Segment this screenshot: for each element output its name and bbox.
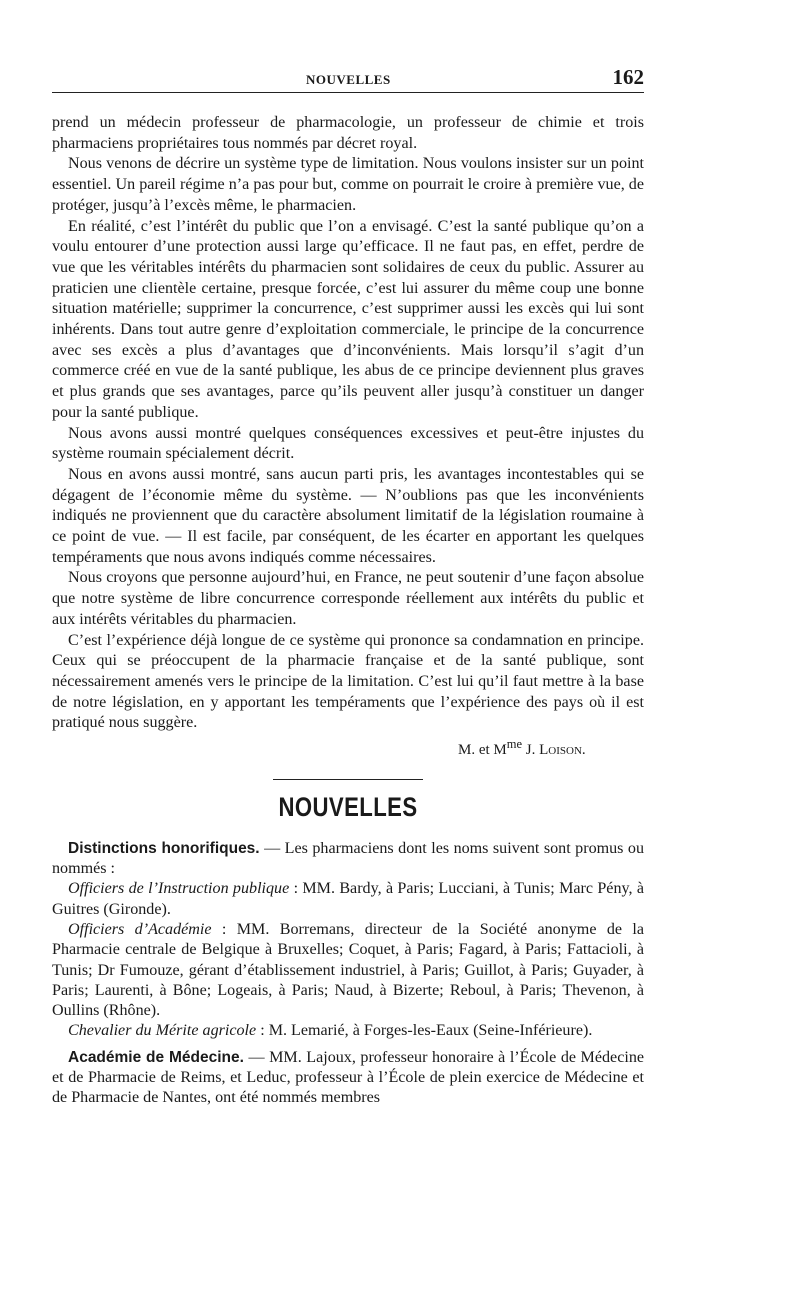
signature-name: J. Loison. — [525, 742, 586, 759]
agricole-label: Chevalier du Mérite agricole — [68, 1022, 257, 1040]
author-signature — [52, 734, 644, 761]
academie-medecine-entry — [52, 1048, 644, 1109]
instruction-entry — [52, 879, 644, 920]
paragraph: prend un médecin professeur de pharmacologie, un professeur de chimie et trois pharmaciens propriétaires tous nommés par décret royal. — [52, 114, 644, 152]
document-page — [52, 62, 644, 1109]
academie-medecine-text: — MM. Lajoux, professeur honoraire à l’École de Médecine et de Pharmacie de Reims, et Leduc, professeur à l’École de plein exercice de Médecine et de Pharmacie de Nantes, ont été nommés membres — [52, 1048, 645, 1107]
distinctions-intro: — Les pharmaciens dont les noms suivent sont promus ou nommés : — [52, 839, 645, 878]
paragraph: C’est l’expérience déjà longue de ce système qui prononce sa condamnation en principe. Ceux qui se préoccupent de la pharmacie française et de la santé publique, sont nécessairement amenés vers le principe de la limitation. C’est lui qu’il faut mettre à la base de notre législation, en y apportant les tempéraments que l’expérience des pays où il est pratiqué nous suggère. — [52, 631, 644, 732]
agricole-text: : M. Lemarié, à Forges-les-Eaux (Seine-Inférieure). — [256, 1022, 593, 1040]
instruction-text: : MM. Bardy, à Paris; Lucciani, à Tunis; Marc Pény, à Guitres (Gironde). — [52, 880, 644, 918]
academie-text: : MM. Borremans, directeur de la Société anonyme de la Pharmacie centrale de Belgique à Bruxelles; Coquet, à Paris; Fagard, à Paris; Fattacioli, à Tunis; Dr Fumouze, gérant d’établissement industriel, à Paris; Guillot, à Paris; Guyader, à Paris; Laurenti, à Bône; Logeais, à Paris; Naud, à Bizerte; Reboul, à Paris; Thevenon, à Oullins (Rhône). — [52, 920, 644, 1020]
academie-medecine-heading: Académie de Médecine. — [68, 1048, 244, 1066]
agricole-entry — [52, 1021, 644, 1041]
running-header — [52, 62, 644, 93]
academie-entry — [52, 920, 644, 1021]
paragraph: Nous venons de décrire un système type de limitation. Nous voulons insister sur un point essentiel. Un pareil régime n’a pas pour but, comme on pourrait le croire à première vue, de protéger, jusqu’à l’excès même, le pharmacien. — [52, 155, 644, 214]
distinctions-entry — [52, 839, 644, 880]
academie-label: Officiers d’Académie — [68, 920, 212, 938]
paragraph: En réalité, c’est l’intérêt du public que l’on a envisagé. C’est la santé publique qu’on a voulu entourer d’une protection aussi large qu’efficace. Il ne faut pas, en effet, perdre de vue que les véritables intérêts du pharmacien sont solidaires de ceux du public. Assurer au praticien une clientèle certaine, presque forcée, c’est lui assurer du même coup une bonne situation matérielle; supprimer la concurrence, c’est supprimer aussi les excès qui lui sont inhérents. Dans tout autre genre d’exploitation commerciale, le principe de la concurrence avec ses excès a plus d’avantages que d’inconvénients. Mais lorsqu’il s’agit d’un commerce créé en vue de la santé publique, les abus de ce principe deviennent plus graves et plus grands que ses avantages, parce qu’ils peuvent aller jusqu’à constituer un danger pour la santé publique. — [52, 217, 644, 421]
page-number: 162 — [612, 65, 644, 89]
distinctions-heading: Distinctions honorifiques. — [68, 839, 260, 857]
instruction-label: Officiers de l’Instruction publique — [68, 880, 290, 898]
paragraph: Nous croyons que personne aujourd’hui, en France, ne peut soutenir d’une façon absolue que notre système de libre concurrence corresponde réellement aux intérêts du public et aux intérêts véritables du pharmacien. — [52, 569, 644, 628]
running-title: NOUVELLES — [306, 72, 391, 87]
signature-superscript: me — [506, 737, 523, 752]
news-section — [52, 839, 644, 1109]
paragraph: Nous avons aussi montré quelques conséquences excessives et peut-être injustes du système roumain spécialement décrit. — [52, 424, 644, 463]
signature-prefix: M. et M — [458, 742, 507, 759]
section-title: NOUVELLES — [278, 791, 418, 822]
section-divider — [273, 779, 423, 780]
article-body — [52, 113, 644, 734]
paragraph: Nous en avons aussi montré, sans aucun parti pris, les avantages incontestables qui se dégagent de l’économie même du système. — N’oublions pas que les inconvénients indiqués ne proviennent que du caractère absolument limitatif de la législation roumaine à ce point de vue. — Il est facile, par conséquent, de les écarter en apportant les quelques tempéraments que nous avons indiqués comme nécessaires. — [52, 465, 644, 566]
